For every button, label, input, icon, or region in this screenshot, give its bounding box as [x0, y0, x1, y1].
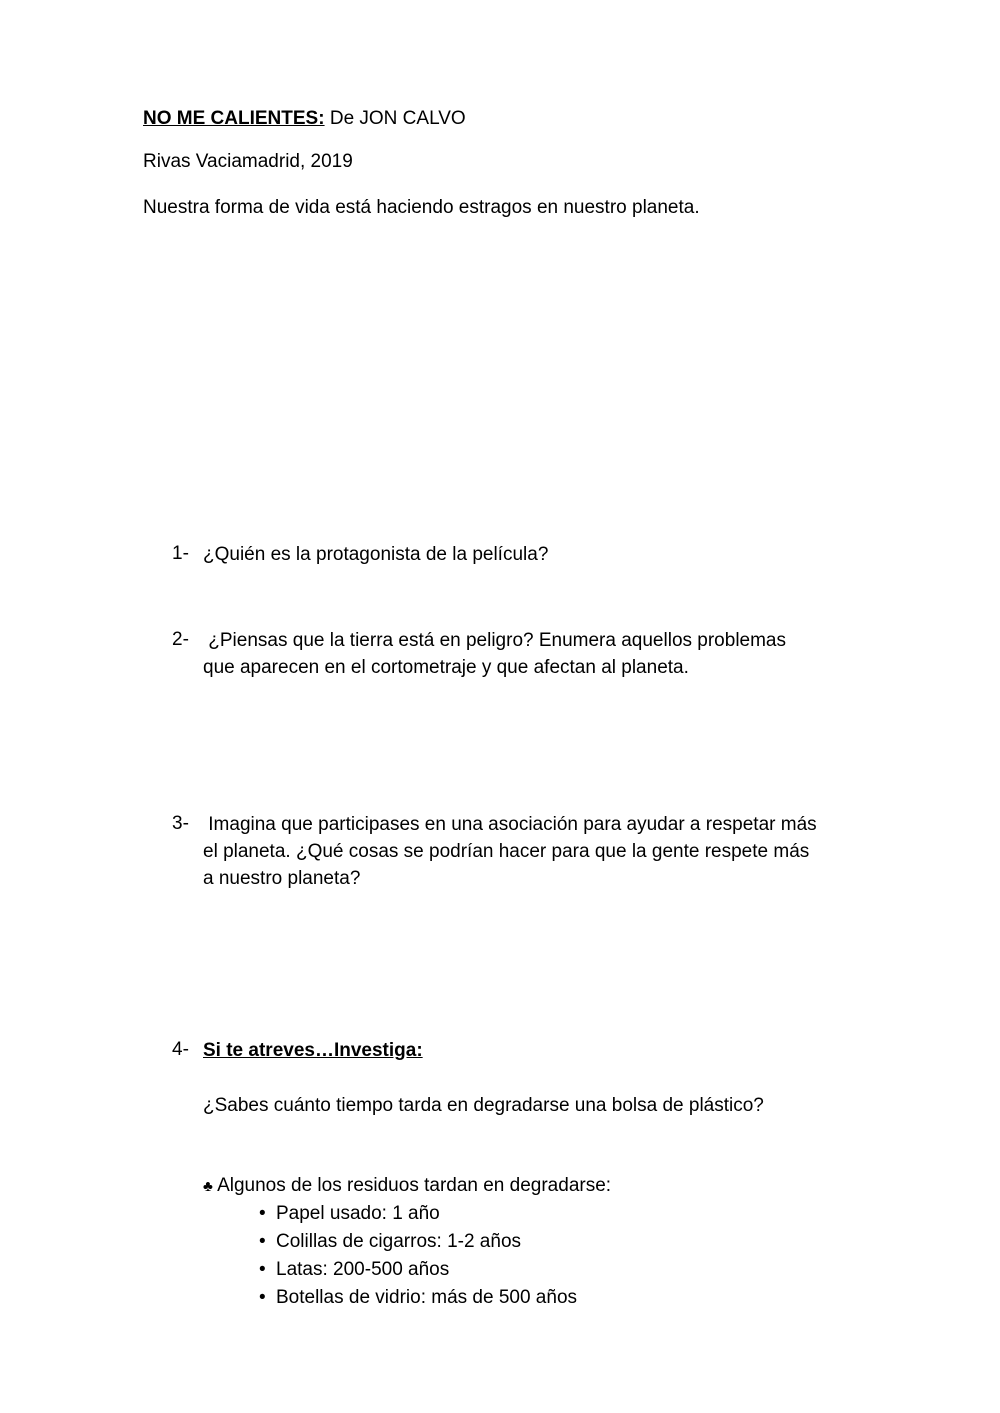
question-number: 4- [172, 1039, 189, 1060]
question-text: ¿Quién es la protagonista de la película? [203, 544, 549, 565]
bullet-icon: • [259, 1287, 266, 1308]
document-title [143, 105, 466, 133]
bullet-icon: • [259, 1231, 266, 1252]
residues-intro [203, 1172, 611, 1200]
title-bold: NO ME CALIENTES: [143, 108, 325, 129]
list-item [259, 1200, 440, 1228]
list-item [259, 1256, 449, 1284]
list-item-text: Papel usado: 1 año [276, 1203, 440, 1224]
residues-intro-text: Algunos de los residuos tardan en degradarse: [217, 1175, 612, 1196]
question-text-line: ¿Piensas que la tierra está en peligro? Enumera aquellos problemas [203, 630, 786, 651]
list-item [259, 1228, 521, 1256]
list-item [259, 1284, 577, 1312]
research-question: ¿Sabes cuánto tiempo tarda en degradarse una bolsa de plástico? [203, 1095, 764, 1116]
bullet-icon: • [259, 1259, 266, 1280]
question-number: 3- [172, 813, 189, 834]
bullet-icon: • [259, 1203, 266, 1224]
question-text-line: que aparecen en el cortometraje y que afectan al planeta. [203, 657, 689, 678]
question-text-line: Imagina que participases en una asociación para ayudar a respetar más [203, 814, 817, 835]
list-item-text: Botellas de vidrio: más de 500 años [276, 1287, 578, 1308]
title-author: De JON CALVO [324, 108, 466, 129]
intro-text: Nuestra forma de vida está haciendo estragos en nuestro planeta. [143, 197, 700, 218]
club-bullet-icon: ♣ [203, 1178, 213, 1195]
question-number: 1- [172, 543, 189, 564]
list-item-text: Colillas de cigarros: 1-2 años [276, 1231, 522, 1252]
research-heading: Si te atreves…Investiga: [203, 1040, 423, 1061]
list-item-text: Latas: 200-500 años [276, 1259, 450, 1280]
question-text-line: a nuestro planeta? [203, 868, 361, 889]
question-number: 2- [172, 629, 189, 650]
place-year: Rivas Vaciamadrid, 2019 [143, 151, 353, 172]
question-text-line: el planeta. ¿Qué cosas se podrían hacer para que la gente respete más [203, 841, 810, 862]
